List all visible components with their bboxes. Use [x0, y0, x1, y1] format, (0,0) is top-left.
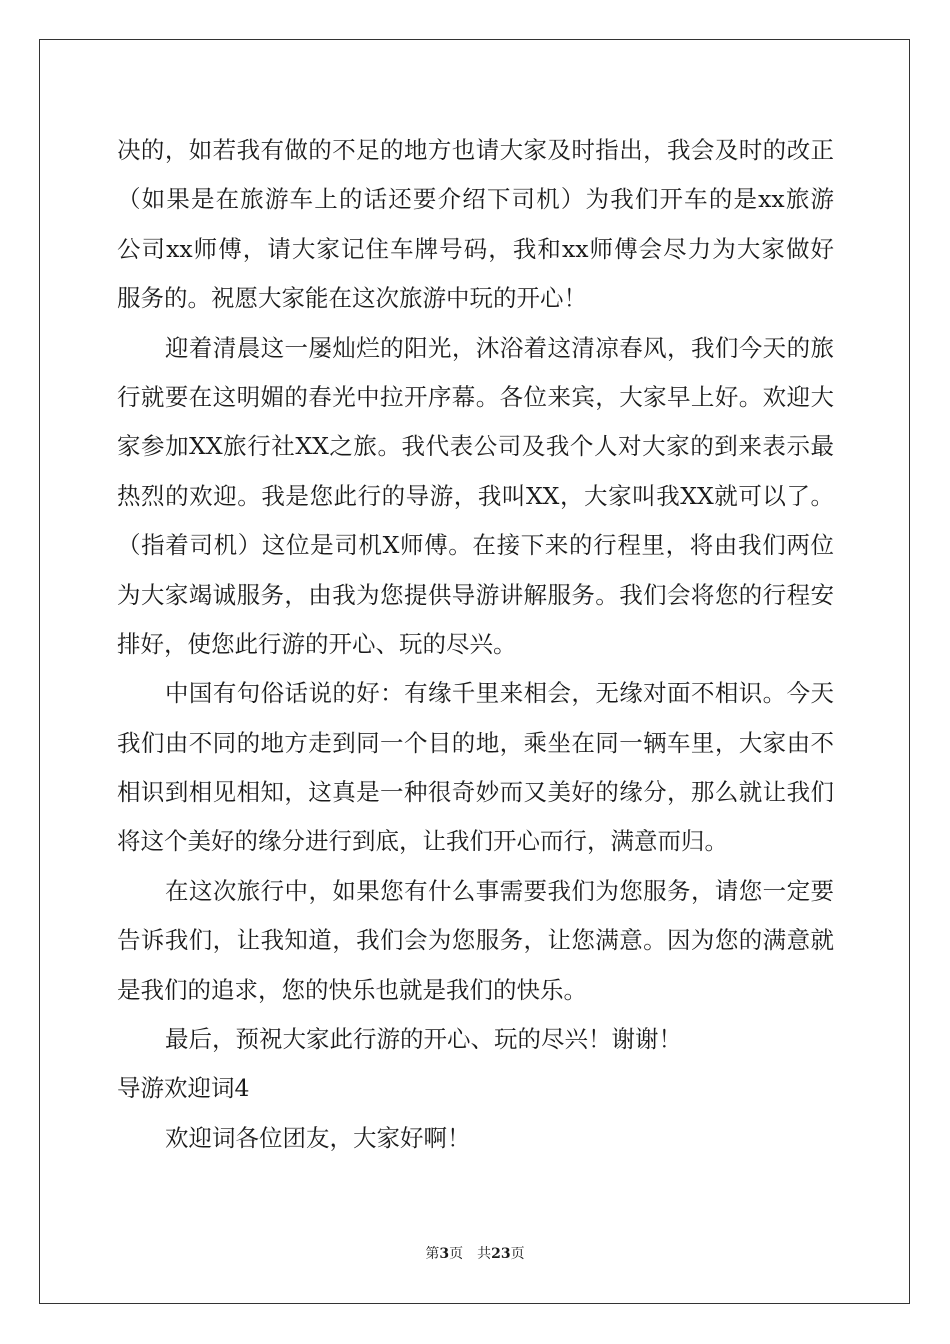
text-line: 是我们的追求，您的快乐也就是我们的快乐。: [117, 975, 587, 1004]
page-footer: [0, 1244, 950, 1264]
page-prefix: 第: [425, 1246, 440, 1262]
page-suffix: 页: [449, 1246, 464, 1262]
text-line: 告诉我们，让我知道，我们会为您服务，让您满意。因为您的满意就: [117, 926, 834, 955]
text-line: （如果是在旅游车上的话还要介绍下司机）为我们开车的是xx旅游: [117, 185, 834, 214]
total-prefix: 共: [477, 1246, 492, 1262]
text-line: 最后，预祝大家此行游的开心、玩的尽兴！谢谢！: [165, 1025, 682, 1054]
text-line: 我们由不同的地方走到同一个目的地，乘坐在同一辆车里，大家由不: [117, 728, 834, 757]
text-line: 在这次旅行中，如果您有什么事需要我们为您服务，请您一定要: [165, 876, 834, 905]
text-line: 排好，使您此行游的开心、玩的尽兴。: [117, 629, 517, 658]
text-line: 家参加XX旅行社XX之旅。我代表公司及我个人对大家的到来表示最: [117, 432, 834, 461]
text-line: 将这个美好的缘分进行到底，让我们开心而行，满意而归。: [117, 827, 728, 856]
document-body: [117, 126, 834, 1163]
total-pages: 23: [491, 1246, 511, 1262]
text-line: 迎着清晨这一屡灿烂的阳光，沐浴着这清凉春风，我们今天的旅: [165, 333, 834, 362]
text-line: 行就要在这明媚的春光中拉开序幕。各位来宾，大家早上好。欢迎大: [117, 382, 834, 411]
text-line: 中国有句俗话说的好：有缘千里来相会，无缘对面不相识。今天: [165, 679, 834, 708]
text-line: 欢迎词各位团友，大家好啊！: [165, 1123, 471, 1152]
text-line: 为大家竭诚服务，由我为您提供导游讲解服务。我们会将您的行程安: [117, 580, 834, 609]
text-line: 公司xx师傅，请大家记住车牌号码，我和xx师傅会尽力为大家做好: [117, 234, 834, 263]
total-suffix: 页: [510, 1246, 525, 1262]
text-line: （指着司机）这位是司机X师傅。在接下来的行程里，将由我们两位: [117, 531, 834, 560]
text-line: 服务的。祝愿大家能在这次旅游中玩的开心！: [117, 284, 587, 313]
page-number: 3: [439, 1246, 450, 1262]
text-line: 热烈的欢迎。我是您此行的导游，我叫XX，大家叫我XX就可以了。: [117, 481, 834, 510]
text-line: 相识到相见相知，这真是一种很奇妙而又美好的缘分，那么就让我们: [117, 778, 834, 807]
section-heading: 导游欢迎词4: [117, 1074, 250, 1103]
text-line: 决的，如若我有做的不足的地方也请大家及时指出，我会及时的改正: [117, 136, 834, 164]
